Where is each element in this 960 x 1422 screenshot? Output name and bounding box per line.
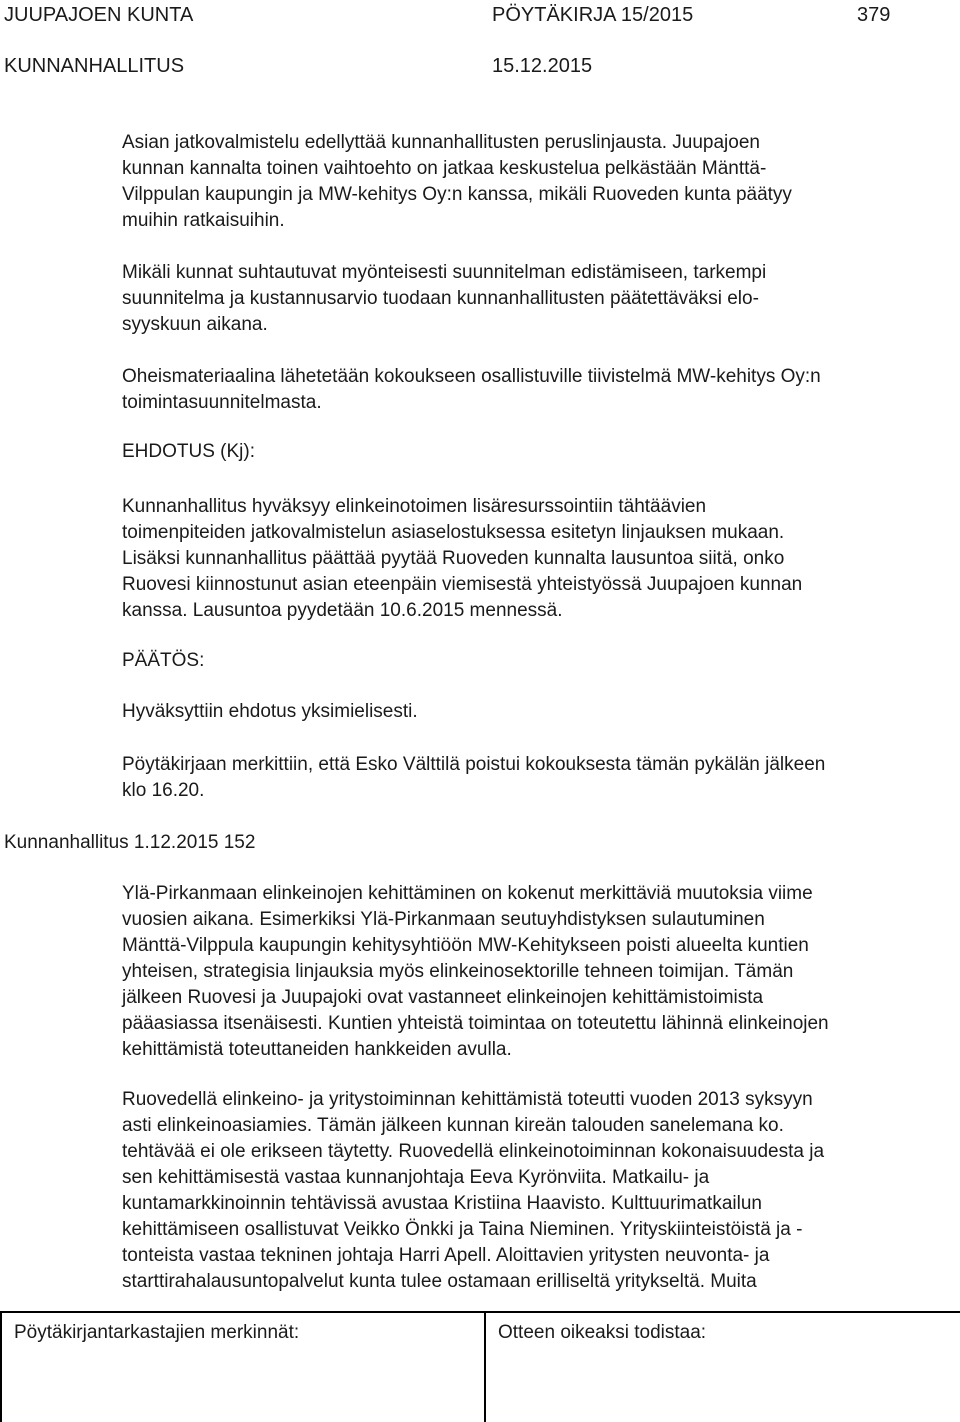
text-line: pääasiassa itsenäisesti. Kuntien yhteistä toimintaa on toteutettu lähinnä elinkeinojen [122,1013,829,1034]
proposal-text [122,494,952,624]
text-line: kanssa. Lausuntoa pyydetään 10.6.2015 mennessä. [122,600,563,621]
paragraph-2 [122,260,952,338]
text-line: Mänttä-Vilppula kaupungin kehitysyhtiöön MW-Kehitykseen poisti alueelta kuntien [122,935,809,956]
text-line: sen kehittämisestä vastaa kunnanjohtaja Eeva Kyrönviita. Matkailu- ja [122,1167,710,1188]
meeting-reference: Kunnanhallitus 1.12.2015 152 [4,832,256,853]
text-line: Ruovedellä elinkeino- ja yritystoiminnan kehittämistä toteutti vuoden 2013 syksyyn [122,1089,813,1110]
decision-text: Hyväksyttiin ehdotus yksimielisesti. [122,701,418,722]
paragraph-1 [122,130,952,234]
text-line: Mikäli kunnat suhtautuvat myönteisesti suunnitelman edistämiseen, tarkempi [122,262,767,283]
paragraph-3 [122,364,952,416]
paragraph-7 [122,1087,952,1295]
text-line: syyskuun aikana. [122,314,268,335]
text-line: kehittämistä toteuttaneiden hankkeiden avulla. [122,1039,512,1060]
text-line: toimintasuunnitelmasta. [122,392,322,413]
text-line: Vilppulan kaupungin ja MW-kehitys Oy:n kanssa, mikäli Ruoveden kunta päätyy [122,184,792,205]
text-line: suunnitelma ja kustannusarvio tuodaan kunnanhallitusten päätettäväksi elo- [122,288,759,309]
text-line: klo 16.20. [122,780,205,801]
meeting-date: 15.12.2015 [492,55,593,77]
text-line: starttirahalausuntopalvelut kunta tulee ostamaan erilliseltä yritykseltä. Muita [122,1271,757,1292]
text-line: Kunnanhallitus hyväksyy elinkeinotoimen lisäresurssointiin tähtäävien [122,496,707,517]
text-line: jälkeen Ruovesi ja Juupajoki ovat vastanneet elinkeinojen kehittämistoimista [122,987,764,1008]
paragraph-5 [122,752,952,804]
text-line: kehittämiseen osallistuvat Veikko Önkki ja Taina Nieminen. Yrityskiinteistöistä ja - [122,1219,803,1240]
page-number: 379 [857,4,891,26]
text-line: Ylä-Pirkanmaan elinkeinojen kehittäminen on kokenut merkittäviä muutoksia viime [122,883,813,904]
text-line: Asian jatkovalmistelu edellyttää kunnanhallitusten peruslinjausta. Juupajoen [122,132,760,153]
certification-cell [484,1313,960,1422]
municipality-name: JUUPAJOEN KUNTA [4,4,194,26]
text-line: kuntamarkkinoinnin tehtävissä avustaa Kristiina Haavisto. Kulttuurimatkailun [122,1193,762,1214]
governing-body: KUNNANHALLITUS [4,55,185,77]
paragraph-6 [122,881,952,1063]
text-line: Pöytäkirjaan merkittiin, että Esko Välttilä poistui kokouksesta tämän pykälän jälkeen [122,754,826,775]
text-line: tehtävää ei ole erikseen täytetty. Ruovedellä elinkeinotoiminnan kokonaisuudesta ja [122,1141,825,1162]
text-line: asti elinkeinoasiamies. Tämän jälkeen kunnan kireän talouden sanelemana ko. [122,1115,784,1136]
reviewers-notes-label: Pöytäkirjantarkastajien merkinnät: [14,1322,300,1343]
text-line: kunnan kannalta toinen vaihtoehto on jatkaa keskustelua pelkästään Mänttä- [122,158,767,179]
document-title: PÖYTÄKIRJA 15/2015 [492,4,694,26]
text-line: Oheismateriaalina lähetetään kokoukseen osallistuville tiivistelmä MW-kehitys Oy:n [122,366,821,387]
text-line: muihin ratkaisuihin. [122,210,285,231]
text-line: Lisäksi kunnanhallitus päättää pyytää Ruoveden kunnalta lausuntoa siitä, onko [122,548,785,569]
decision-heading: PÄÄTÖS: [122,650,205,671]
text-line: vuosien aikana. Esimerkiksi Ylä-Pirkanmaan seutuyhdistyksen sulautuminen [122,909,765,930]
certification-label: Otteen oikeaksi todistaa: [498,1322,707,1343]
text-line: Ruovesi kiinnostunut asian eteenpäin viemisestä yhteistyössä Juupajoen kunnan [122,574,803,595]
text-line: yhteisen, strategisia linjauksia myös elinkeinosektorille tehneen toimijan. Tämän [122,961,794,982]
proposal-heading: EHDOTUS (Kj): [122,441,255,462]
text-line: tonteista vastaa tekninen johtaja Harri Apell. Aloittavien yritysten neuvonta- ja [122,1245,770,1266]
reviewers-notes-cell [0,1313,484,1422]
text-line: toimenpiteiden jatkovalmistelun asiaselostuksessa esitetyn linjauksen mukaan. [122,522,785,543]
footer-signature-table [0,1311,960,1420]
